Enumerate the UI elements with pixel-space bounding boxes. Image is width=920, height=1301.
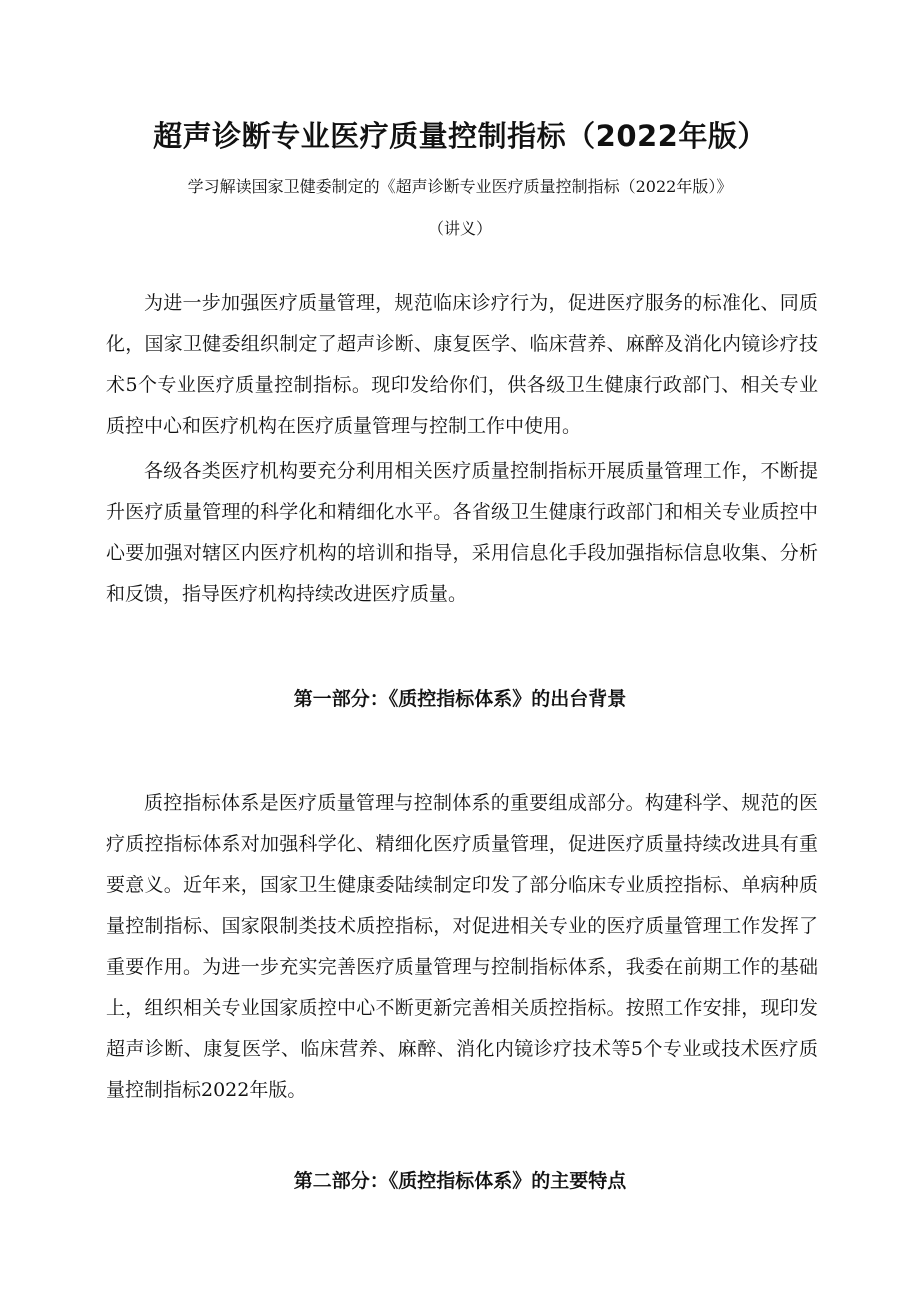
document-title: 超声诊断专业医疗质量控制指标（2022年版） bbox=[153, 119, 767, 153]
section-heading: 第一部分：《质控指标体系》的出台背景 bbox=[293, 688, 627, 710]
section-paragraph: 质控指标体系是医疗质量管理与控制体系的重要组成部分。构建科学、规范的医疗质控指标体系对加强科学化、精细化医疗质量管理，促进医疗质量持续改进具有重要意义。近年来，国家卫生健康委陆续制定印发了部分临床专业质控指标、单病种质量控制指标、国家限制类技术质控指标，对促进相关专业的医疗质量管理工作发挥了重要作用。为进一步充实完善医疗质量管理与控制指标体系，我委在前期工作的基础上，组织相关专业国家质控中心不断更新完善相关质控指标。按照工作安排，现印发超声诊断、康复医学、临床营养、麻醉、消化内镜诊疗技术等5个专业或技术医疗质量控制指标2022年版。 bbox=[106, 792, 818, 1101]
intro-paragraph: 各级各类医疗机构要充分利用相关医疗质量控制指标开展质量管理工作，不断提升医疗质量管理的科学化和精细化水平。各省级卫生健康行政部门和相关专业质控中心要加强对辖区内医疗机构的培训和指导，采用信息化手段加强指标信息收集、分析和反馈，指导医疗机构持续改进医疗质量。 bbox=[106, 460, 818, 605]
intro-paragraph: 为进一步加强医疗质量管理，规范临床诊疗行为，促进医疗服务的标准化、同质化，国家卫健委组织制定了超声诊断、康复医学、临床营养、麻醉及消化内镜诊疗技术5个专业医疗质量控制指标。现印发给你们，供各级卫生健康行政部门、相关专业质控中心和医疗机构在医疗质量管理与控制工作中使用。 bbox=[106, 292, 818, 437]
document-note: （讲义） bbox=[427, 219, 492, 238]
document-subtitle: 学习解读国家卫健委制定的《超声诊断专业医疗质量控制指标（2022年版）》 bbox=[187, 177, 733, 196]
section-heading: 第二部分：《质控指标体系》的主要特点 bbox=[293, 1170, 627, 1192]
